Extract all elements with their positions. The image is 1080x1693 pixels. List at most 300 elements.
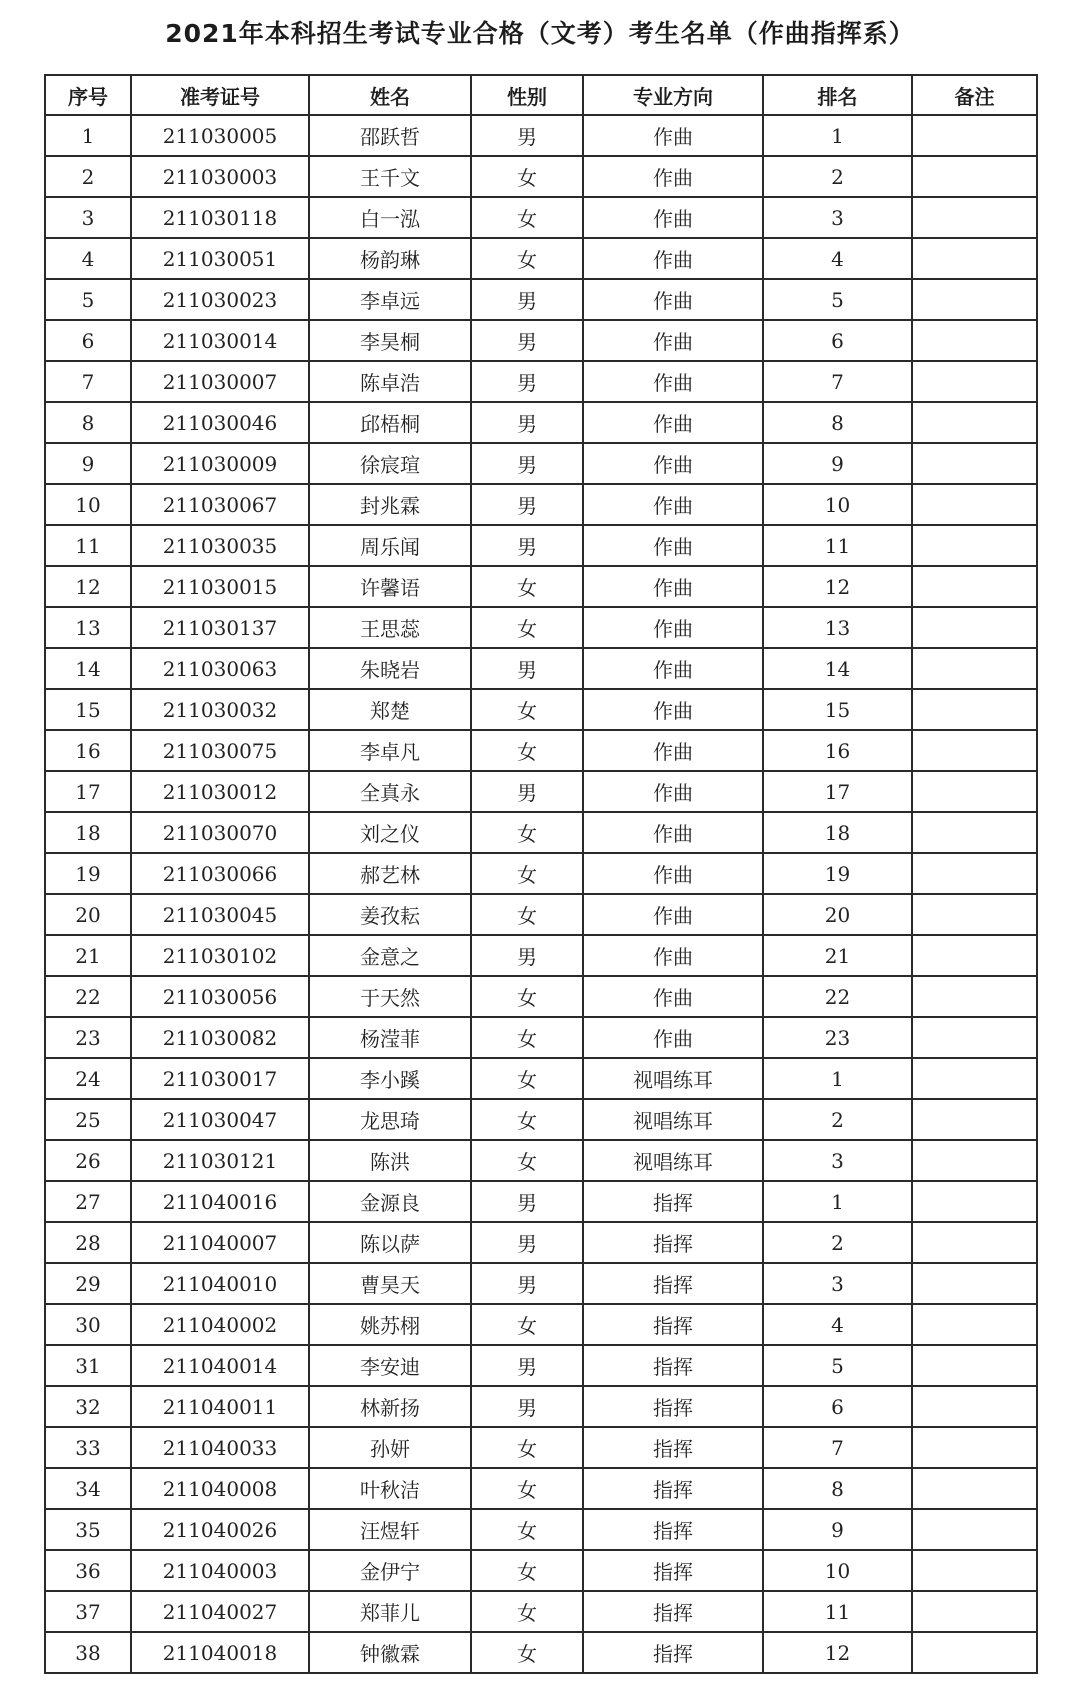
cell-name: 李小蹊: [309, 1058, 471, 1099]
cell-serial-number: 24: [45, 1058, 131, 1099]
cell-remarks: [912, 1468, 1037, 1509]
cell-major: 作曲: [583, 853, 763, 894]
cell-name: 陈以萨: [309, 1222, 471, 1263]
cell-gender: 男: [471, 402, 583, 443]
cell-gender: 女: [471, 238, 583, 279]
cell-gender: 男: [471, 484, 583, 525]
cell-serial-number: 10: [45, 484, 131, 525]
cell-remarks: [912, 1222, 1037, 1263]
cell-exam-id: 211030015: [131, 566, 309, 607]
cell-gender: 男: [471, 279, 583, 320]
table-row: [45, 525, 1037, 566]
table-row: [45, 730, 1037, 771]
cell-name: 于天然: [309, 976, 471, 1017]
cell-major: 作曲: [583, 156, 763, 197]
cell-name: 李安迪: [309, 1345, 471, 1386]
cell-major: 作曲: [583, 1017, 763, 1058]
cell-rank: 3: [763, 1140, 912, 1181]
cell-major: 视唱练耳: [583, 1099, 763, 1140]
cell-name: 汪煜轩: [309, 1509, 471, 1550]
cell-remarks: [912, 525, 1037, 566]
cell-exam-id: 211030075: [131, 730, 309, 771]
cell-exam-id: 211030051: [131, 238, 309, 279]
cell-serial-number: 26: [45, 1140, 131, 1181]
cell-rank: 19: [763, 853, 912, 894]
cell-major: 作曲: [583, 320, 763, 361]
cell-exam-id: 211030137: [131, 607, 309, 648]
cell-name: 钟徽霖: [309, 1632, 471, 1673]
cell-remarks: [912, 566, 1037, 607]
cell-major: 指挥: [583, 1345, 763, 1386]
cell-rank: 3: [763, 197, 912, 238]
cell-serial-number: 8: [45, 402, 131, 443]
cell-rank: 1: [763, 1181, 912, 1222]
cell-exam-id: 211030070: [131, 812, 309, 853]
cell-serial-number: 17: [45, 771, 131, 812]
cell-remarks: [912, 1058, 1037, 1099]
cell-remarks: [912, 1591, 1037, 1632]
cell-remarks: [912, 1140, 1037, 1181]
cell-remarks: [912, 1386, 1037, 1427]
cell-serial-number: 33: [45, 1427, 131, 1468]
cell-serial-number: 34: [45, 1468, 131, 1509]
table-row: [45, 443, 1037, 484]
cell-remarks: [912, 689, 1037, 730]
cell-rank: 23: [763, 1017, 912, 1058]
cell-remarks: [912, 730, 1037, 771]
cell-major: 作曲: [583, 361, 763, 402]
cell-major: 作曲: [583, 115, 763, 156]
cell-exam-id: 211030067: [131, 484, 309, 525]
table-row: [45, 484, 1037, 525]
cell-exam-id: 211030035: [131, 525, 309, 566]
cell-name: 朱晓岩: [309, 648, 471, 689]
cell-serial-number: 15: [45, 689, 131, 730]
cell-serial-number: 11: [45, 525, 131, 566]
cell-gender: 男: [471, 1181, 583, 1222]
cell-remarks: [912, 197, 1037, 238]
cell-rank: 2: [763, 1222, 912, 1263]
cell-name: 刘之仪: [309, 812, 471, 853]
table-row: [45, 1263, 1037, 1304]
cell-major: 指挥: [583, 1304, 763, 1345]
cell-serial-number: 2: [45, 156, 131, 197]
table-row: [45, 607, 1037, 648]
cell-remarks: [912, 361, 1037, 402]
table-row: [45, 1099, 1037, 1140]
cell-gender: 女: [471, 566, 583, 607]
cell-major: 指挥: [583, 1427, 763, 1468]
cell-gender: 女: [471, 1509, 583, 1550]
cell-major: 指挥: [583, 1509, 763, 1550]
cell-remarks: [912, 402, 1037, 443]
cell-name: 王千文: [309, 156, 471, 197]
cell-rank: 18: [763, 812, 912, 853]
cell-gender: 男: [471, 115, 583, 156]
cell-remarks: [912, 812, 1037, 853]
cell-gender: 男: [471, 1345, 583, 1386]
cell-rank: 2: [763, 1099, 912, 1140]
cell-rank: 4: [763, 1304, 912, 1345]
cell-name: 邵跃哲: [309, 115, 471, 156]
cell-name: 白一泓: [309, 197, 471, 238]
cell-gender: 女: [471, 853, 583, 894]
cell-remarks: [912, 935, 1037, 976]
cell-major: 指挥: [583, 1468, 763, 1509]
header-exam-id: 准考证号: [131, 75, 309, 115]
cell-major: 作曲: [583, 402, 763, 443]
cell-serial-number: 9: [45, 443, 131, 484]
cell-remarks: [912, 1345, 1037, 1386]
cell-exam-id: 211040010: [131, 1263, 309, 1304]
cell-remarks: [912, 648, 1037, 689]
cell-gender: 女: [471, 1591, 583, 1632]
cell-major: 指挥: [583, 1222, 763, 1263]
cell-gender: 女: [471, 1468, 583, 1509]
cell-rank: 6: [763, 320, 912, 361]
cell-serial-number: 18: [45, 812, 131, 853]
cell-gender: 女: [471, 1099, 583, 1140]
cell-name: 封兆霖: [309, 484, 471, 525]
cell-remarks: [912, 1550, 1037, 1591]
cell-gender: 男: [471, 1222, 583, 1263]
cell-rank: 1: [763, 1058, 912, 1099]
cell-rank: 10: [763, 484, 912, 525]
cell-rank: 2: [763, 156, 912, 197]
cell-exam-id: 211030046: [131, 402, 309, 443]
cell-name: 陈卓浩: [309, 361, 471, 402]
cell-serial-number: 20: [45, 894, 131, 935]
table-row: [45, 115, 1037, 156]
cell-exam-id: 211030012: [131, 771, 309, 812]
cell-rank: 15: [763, 689, 912, 730]
cell-name: 李卓凡: [309, 730, 471, 771]
cell-major: 作曲: [583, 566, 763, 607]
cell-gender: 女: [471, 1017, 583, 1058]
cell-exam-id: 211030007: [131, 361, 309, 402]
cell-major: 作曲: [583, 648, 763, 689]
table-row: [45, 771, 1037, 812]
cell-rank: 1: [763, 115, 912, 156]
table-row: [45, 156, 1037, 197]
cell-serial-number: 16: [45, 730, 131, 771]
cell-remarks: [912, 156, 1037, 197]
cell-exam-id: 211030102: [131, 935, 309, 976]
cell-serial-number: 23: [45, 1017, 131, 1058]
cell-gender: 女: [471, 894, 583, 935]
cell-exam-id: 211030066: [131, 853, 309, 894]
cell-exam-id: 211040011: [131, 1386, 309, 1427]
cell-exam-id: 211030082: [131, 1017, 309, 1058]
cell-name: 曹昊天: [309, 1263, 471, 1304]
table-row: [45, 1509, 1037, 1550]
cell-exam-id: 211040002: [131, 1304, 309, 1345]
table-row: [45, 1591, 1037, 1632]
cell-remarks: [912, 320, 1037, 361]
cell-name: 邱梧桐: [309, 402, 471, 443]
table-row: [45, 1427, 1037, 1468]
cell-remarks: [912, 115, 1037, 156]
cell-exam-id: 211030121: [131, 1140, 309, 1181]
cell-exam-id: 211030003: [131, 156, 309, 197]
cell-exam-id: 211040014: [131, 1345, 309, 1386]
cell-serial-number: 27: [45, 1181, 131, 1222]
cell-major: 作曲: [583, 812, 763, 853]
cell-gender: 男: [471, 443, 583, 484]
cell-serial-number: 3: [45, 197, 131, 238]
cell-name: 陈洪: [309, 1140, 471, 1181]
table-row: [45, 894, 1037, 935]
cell-name: 全真永: [309, 771, 471, 812]
cell-rank: 7: [763, 1427, 912, 1468]
cell-serial-number: 32: [45, 1386, 131, 1427]
table-row: [45, 648, 1037, 689]
cell-rank: 4: [763, 238, 912, 279]
cell-exam-id: 211030056: [131, 976, 309, 1017]
cell-remarks: [912, 238, 1037, 279]
cell-serial-number: 7: [45, 361, 131, 402]
table-row: [45, 976, 1037, 1017]
cell-serial-number: 31: [45, 1345, 131, 1386]
cell-serial-number: 6: [45, 320, 131, 361]
table-row: [45, 320, 1037, 361]
table-row: [45, 1345, 1037, 1386]
table-row: [45, 1140, 1037, 1181]
cell-exam-id: 211040008: [131, 1468, 309, 1509]
table-row: [45, 566, 1037, 607]
cell-exam-id: 211040026: [131, 1509, 309, 1550]
cell-remarks: [912, 1632, 1037, 1673]
table-row: [45, 689, 1037, 730]
cell-major: 作曲: [583, 894, 763, 935]
cell-serial-number: 21: [45, 935, 131, 976]
cell-exam-id: 211030023: [131, 279, 309, 320]
cell-exam-id: 211030063: [131, 648, 309, 689]
cell-major: 作曲: [583, 935, 763, 976]
table-row: [45, 935, 1037, 976]
cell-major: 作曲: [583, 443, 763, 484]
cell-rank: 20: [763, 894, 912, 935]
cell-serial-number: 12: [45, 566, 131, 607]
cell-rank: 7: [763, 361, 912, 402]
cell-exam-id: 211030014: [131, 320, 309, 361]
cell-major: 指挥: [583, 1632, 763, 1673]
cell-rank: 9: [763, 443, 912, 484]
cell-major: 指挥: [583, 1550, 763, 1591]
cell-serial-number: 5: [45, 279, 131, 320]
cell-exam-id: 211030045: [131, 894, 309, 935]
cell-name: 姚苏栩: [309, 1304, 471, 1345]
cell-gender: 女: [471, 1140, 583, 1181]
cell-major: 作曲: [583, 730, 763, 771]
cell-gender: 男: [471, 525, 583, 566]
cell-gender: 女: [471, 1058, 583, 1099]
cell-gender: 女: [471, 1427, 583, 1468]
cell-gender: 女: [471, 607, 583, 648]
cell-name: 杨滢菲: [309, 1017, 471, 1058]
cell-exam-id: 211030017: [131, 1058, 309, 1099]
cell-name: 金意之: [309, 935, 471, 976]
cell-serial-number: 25: [45, 1099, 131, 1140]
cell-gender: 女: [471, 730, 583, 771]
cell-serial-number: 38: [45, 1632, 131, 1673]
cell-remarks: [912, 1017, 1037, 1058]
cell-name: 杨韵琳: [309, 238, 471, 279]
cell-serial-number: 29: [45, 1263, 131, 1304]
cell-gender: 男: [471, 771, 583, 812]
cell-major: 作曲: [583, 976, 763, 1017]
table-row: [45, 812, 1037, 853]
header-major: 专业方向: [583, 75, 763, 115]
cell-name: 林新扬: [309, 1386, 471, 1427]
cell-major: 指挥: [583, 1591, 763, 1632]
cell-major: 指挥: [583, 1181, 763, 1222]
cell-name: 郑菲儿: [309, 1591, 471, 1632]
cell-rank: 12: [763, 566, 912, 607]
table-row: [45, 361, 1037, 402]
cell-major: 作曲: [583, 525, 763, 566]
cell-major: 作曲: [583, 607, 763, 648]
cell-major: 指挥: [583, 1386, 763, 1427]
table-row: [45, 1550, 1037, 1591]
header-name: 姓名: [309, 75, 471, 115]
cell-remarks: [912, 1181, 1037, 1222]
cell-rank: 22: [763, 976, 912, 1017]
cell-name: 郑楚: [309, 689, 471, 730]
cell-serial-number: 1: [45, 115, 131, 156]
table-body: [45, 115, 1037, 1673]
cell-remarks: [912, 279, 1037, 320]
cell-gender: 男: [471, 1386, 583, 1427]
table-row: [45, 1386, 1037, 1427]
cell-name: 金源良: [309, 1181, 471, 1222]
cell-rank: 8: [763, 402, 912, 443]
cell-name: 龙思琦: [309, 1099, 471, 1140]
table-row: [45, 279, 1037, 320]
cell-exam-id: 211040018: [131, 1632, 309, 1673]
cell-serial-number: 14: [45, 648, 131, 689]
cell-rank: 3: [763, 1263, 912, 1304]
table-row: [45, 1058, 1037, 1099]
cell-exam-id: 211040027: [131, 1591, 309, 1632]
cell-exam-id: 211040016: [131, 1181, 309, 1222]
cell-name: 李卓远: [309, 279, 471, 320]
header-gender: 性别: [471, 75, 583, 115]
cell-exam-id: 211040003: [131, 1550, 309, 1591]
cell-rank: 12: [763, 1632, 912, 1673]
cell-exam-id: 211030047: [131, 1099, 309, 1140]
table-row: [45, 853, 1037, 894]
table-row: [45, 197, 1037, 238]
cell-name: 姜孜耘: [309, 894, 471, 935]
cell-rank: 13: [763, 607, 912, 648]
cell-name: 许馨语: [309, 566, 471, 607]
cell-major: 作曲: [583, 484, 763, 525]
cell-remarks: [912, 1304, 1037, 1345]
cell-name: 郝艺林: [309, 853, 471, 894]
cell-gender: 男: [471, 935, 583, 976]
cell-major: 作曲: [583, 197, 763, 238]
cell-serial-number: 13: [45, 607, 131, 648]
cell-exam-id: 211040007: [131, 1222, 309, 1263]
cell-name: 金伊宁: [309, 1550, 471, 1591]
cell-major: 作曲: [583, 238, 763, 279]
cell-gender: 女: [471, 156, 583, 197]
cell-rank: 9: [763, 1509, 912, 1550]
cell-serial-number: 36: [45, 1550, 131, 1591]
cell-rank: 21: [763, 935, 912, 976]
cell-rank: 5: [763, 279, 912, 320]
cell-gender: 女: [471, 812, 583, 853]
cell-gender: 女: [471, 1304, 583, 1345]
table-row: [45, 402, 1037, 443]
table-row: [45, 1222, 1037, 1263]
candidate-table: [44, 74, 1038, 1674]
cell-name: 徐宸瑄: [309, 443, 471, 484]
cell-rank: 5: [763, 1345, 912, 1386]
page-title: 2021年本科招生考试专业合格（文考）考生名单（作曲指挥系）: [165, 19, 915, 48]
cell-remarks: [912, 484, 1037, 525]
cell-serial-number: 4: [45, 238, 131, 279]
cell-exam-id: 211030032: [131, 689, 309, 730]
table-row: [45, 1468, 1037, 1509]
cell-rank: 17: [763, 771, 912, 812]
cell-remarks: [912, 1263, 1037, 1304]
cell-major: 作曲: [583, 689, 763, 730]
cell-gender: 女: [471, 197, 583, 238]
cell-gender: 女: [471, 1632, 583, 1673]
cell-rank: 16: [763, 730, 912, 771]
cell-remarks: [912, 1099, 1037, 1140]
cell-name: 叶秋洁: [309, 1468, 471, 1509]
cell-remarks: [912, 443, 1037, 484]
cell-gender: 男: [471, 361, 583, 402]
cell-gender: 男: [471, 1263, 583, 1304]
cell-major: 作曲: [583, 771, 763, 812]
cell-remarks: [912, 1509, 1037, 1550]
cell-serial-number: 22: [45, 976, 131, 1017]
table-row: [45, 238, 1037, 279]
cell-serial-number: 37: [45, 1591, 131, 1632]
cell-gender: 女: [471, 689, 583, 730]
cell-major: 视唱练耳: [583, 1058, 763, 1099]
cell-major: 指挥: [583, 1263, 763, 1304]
cell-exam-id: 211030005: [131, 115, 309, 156]
table-row: [45, 1017, 1037, 1058]
cell-exam-id: 211040033: [131, 1427, 309, 1468]
cell-name: 周乐闻: [309, 525, 471, 566]
cell-rank: 8: [763, 1468, 912, 1509]
cell-remarks: [912, 853, 1037, 894]
cell-major: 作曲: [583, 279, 763, 320]
cell-major: 视唱练耳: [583, 1140, 763, 1181]
cell-serial-number: 19: [45, 853, 131, 894]
cell-remarks: [912, 976, 1037, 1017]
cell-exam-id: 211030118: [131, 197, 309, 238]
cell-name: 王思蕊: [309, 607, 471, 648]
cell-remarks: [912, 607, 1037, 648]
cell-remarks: [912, 1427, 1037, 1468]
header-serial-number: 序号: [45, 75, 131, 115]
cell-rank: 10: [763, 1550, 912, 1591]
cell-rank: 6: [763, 1386, 912, 1427]
cell-gender: 女: [471, 976, 583, 1017]
header-rank: 排名: [763, 75, 912, 115]
cell-exam-id: 211030009: [131, 443, 309, 484]
cell-remarks: [912, 894, 1037, 935]
cell-rank: 11: [763, 1591, 912, 1632]
cell-rank: 14: [763, 648, 912, 689]
